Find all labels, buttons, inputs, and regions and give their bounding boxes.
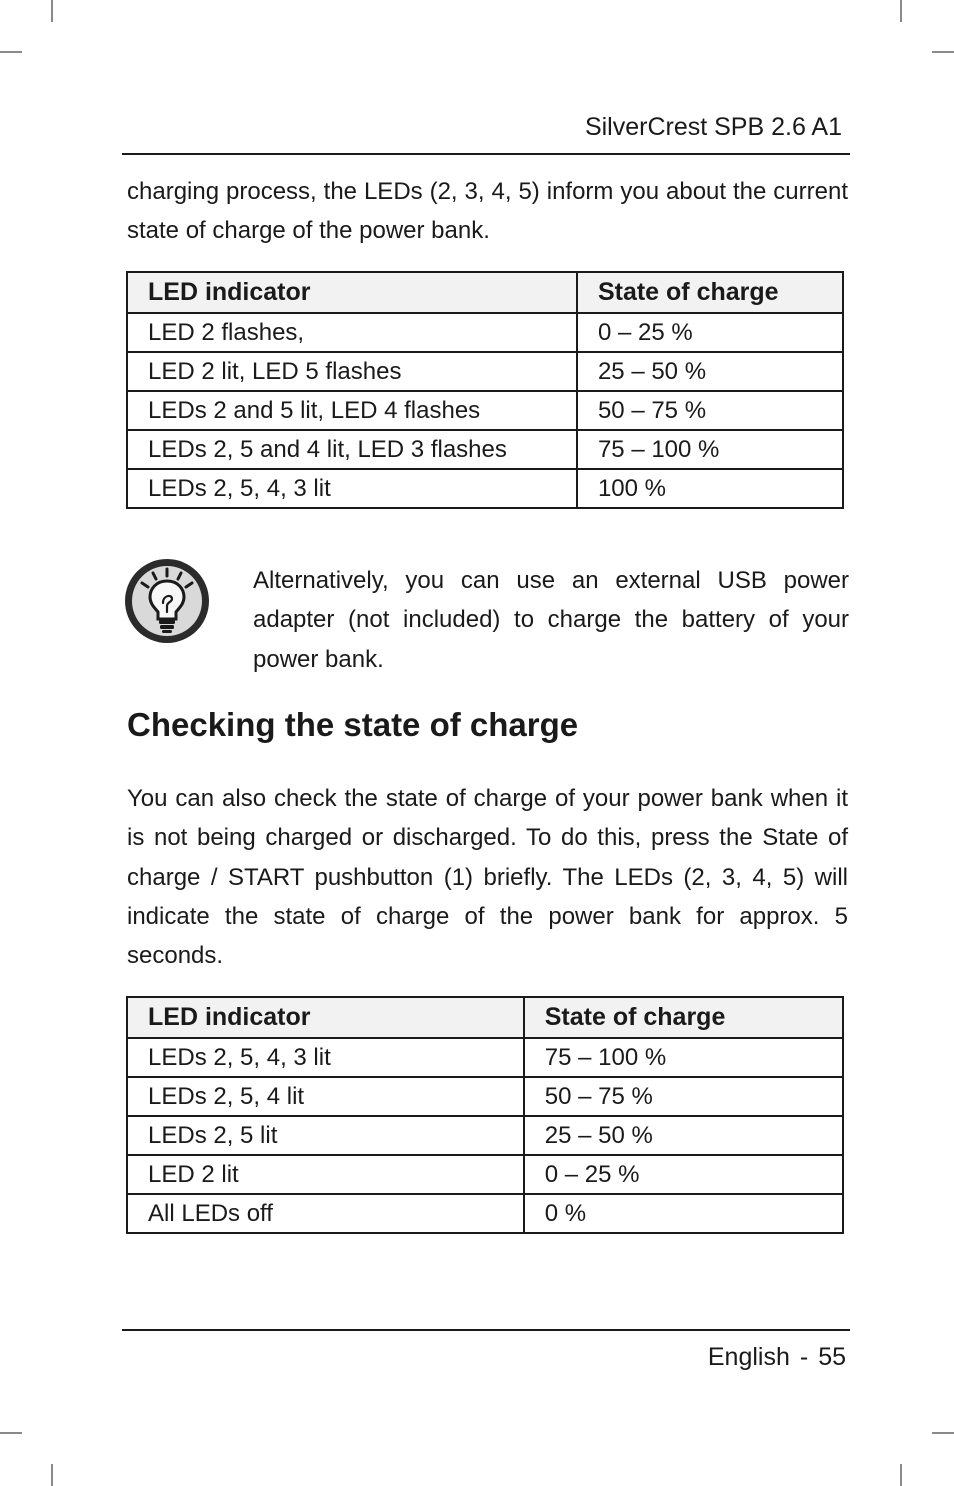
- charging-led-table: [126, 271, 844, 509]
- page-footer: [708, 1340, 846, 1374]
- footer-separator: -: [799, 1343, 809, 1371]
- state-of-charge-cell: 75 – 100 %: [524, 1038, 843, 1077]
- column-header-led-indicator: LED indicator: [127, 272, 577, 313]
- led-indicator-cell: LEDs 2, 5 and 4 lit, LED 3 flashes: [127, 430, 577, 469]
- table-row: [127, 1116, 843, 1155]
- page-header-title: SilverCrest SPB 2.6 A1: [584, 113, 842, 141]
- state-of-charge-cell: 75 – 100 %: [577, 430, 843, 469]
- crop-mark: [932, 51, 954, 53]
- led-indicator-cell: All LEDs off: [127, 1194, 524, 1233]
- table-row: [127, 1155, 843, 1194]
- state-of-charge-cell: 25 – 50 %: [577, 352, 843, 391]
- intro-paragraph: charging process, the LEDs (2, 3, 4, 5) inform you about the current state of charge of the power bank.: [127, 178, 848, 245]
- page-number: 55: [818, 1343, 846, 1371]
- state-of-charge-cell: 0 – 25 %: [577, 313, 843, 352]
- crop-mark: [51, 0, 53, 22]
- column-header-state-of-charge: State of charge: [524, 997, 843, 1038]
- state-of-charge-cell: 50 – 75 %: [577, 391, 843, 430]
- led-indicator-cell: LED 2 lit: [127, 1155, 524, 1194]
- table-row: [127, 1077, 843, 1116]
- crop-mark: [932, 1432, 954, 1434]
- table-header-row: [127, 997, 843, 1038]
- column-header-led-indicator: LED indicator: [127, 997, 524, 1038]
- led-indicator-cell: LED 2 lit, LED 5 flashes: [127, 352, 577, 391]
- crop-mark: [900, 1464, 902, 1486]
- led-indicator-cell: LEDs 2 and 5 lit, LED 4 flashes: [127, 391, 577, 430]
- state-of-charge-cell: 0 %: [524, 1194, 843, 1233]
- led-indicator-cell: LED 2 flashes,: [127, 313, 577, 352]
- led-indicator-cell: LEDs 2, 5 lit: [127, 1116, 524, 1155]
- crop-mark: [0, 1432, 22, 1434]
- table-row: [127, 313, 843, 352]
- lightbulb-icon: [123, 557, 211, 645]
- check-charge-led-table: [126, 996, 844, 1234]
- table-row: [127, 469, 843, 508]
- state-of-charge-cell: 50 – 75 %: [524, 1077, 843, 1116]
- header-rule: [122, 153, 850, 155]
- crop-mark: [51, 1464, 53, 1486]
- table-row: [127, 1038, 843, 1077]
- table-row: [127, 1194, 843, 1233]
- led-indicator-cell: LEDs 2, 5, 4, 3 lit: [127, 469, 577, 508]
- footer-language: English: [707, 1343, 790, 1371]
- section-title: Checking the state of charge: [127, 706, 579, 743]
- table-header-row: [127, 272, 843, 313]
- state-of-charge-cell: 100 %: [577, 469, 843, 508]
- table-row: [127, 352, 843, 391]
- section-body: You can also check the state of charge of your power bank when it is not being charged or discharged. To do this, press the State of charge / START pushbutton (1) briefly. The LEDs (2, 3, 4, 5) will indicate the state of charge of the power bank for approx. 5 seconds.: [127, 785, 848, 970]
- column-header-state-of-charge: State of charge: [577, 272, 843, 313]
- table-row: [127, 430, 843, 469]
- state-of-charge-cell: 0 – 25 %: [524, 1155, 843, 1194]
- led-indicator-cell: LEDs 2, 5, 4, 3 lit: [127, 1038, 524, 1077]
- state-of-charge-cell: 25 – 50 %: [524, 1116, 843, 1155]
- crop-mark: [0, 51, 22, 53]
- led-indicator-cell: LEDs 2, 5, 4 lit: [127, 1077, 524, 1116]
- footer-rule: [122, 1329, 850, 1331]
- tip-text: Alternatively, you can use an external USB power adapter (not included) to charge the battery of your power bank.: [253, 567, 849, 673]
- crop-mark: [900, 0, 902, 22]
- table-row: [127, 391, 843, 430]
